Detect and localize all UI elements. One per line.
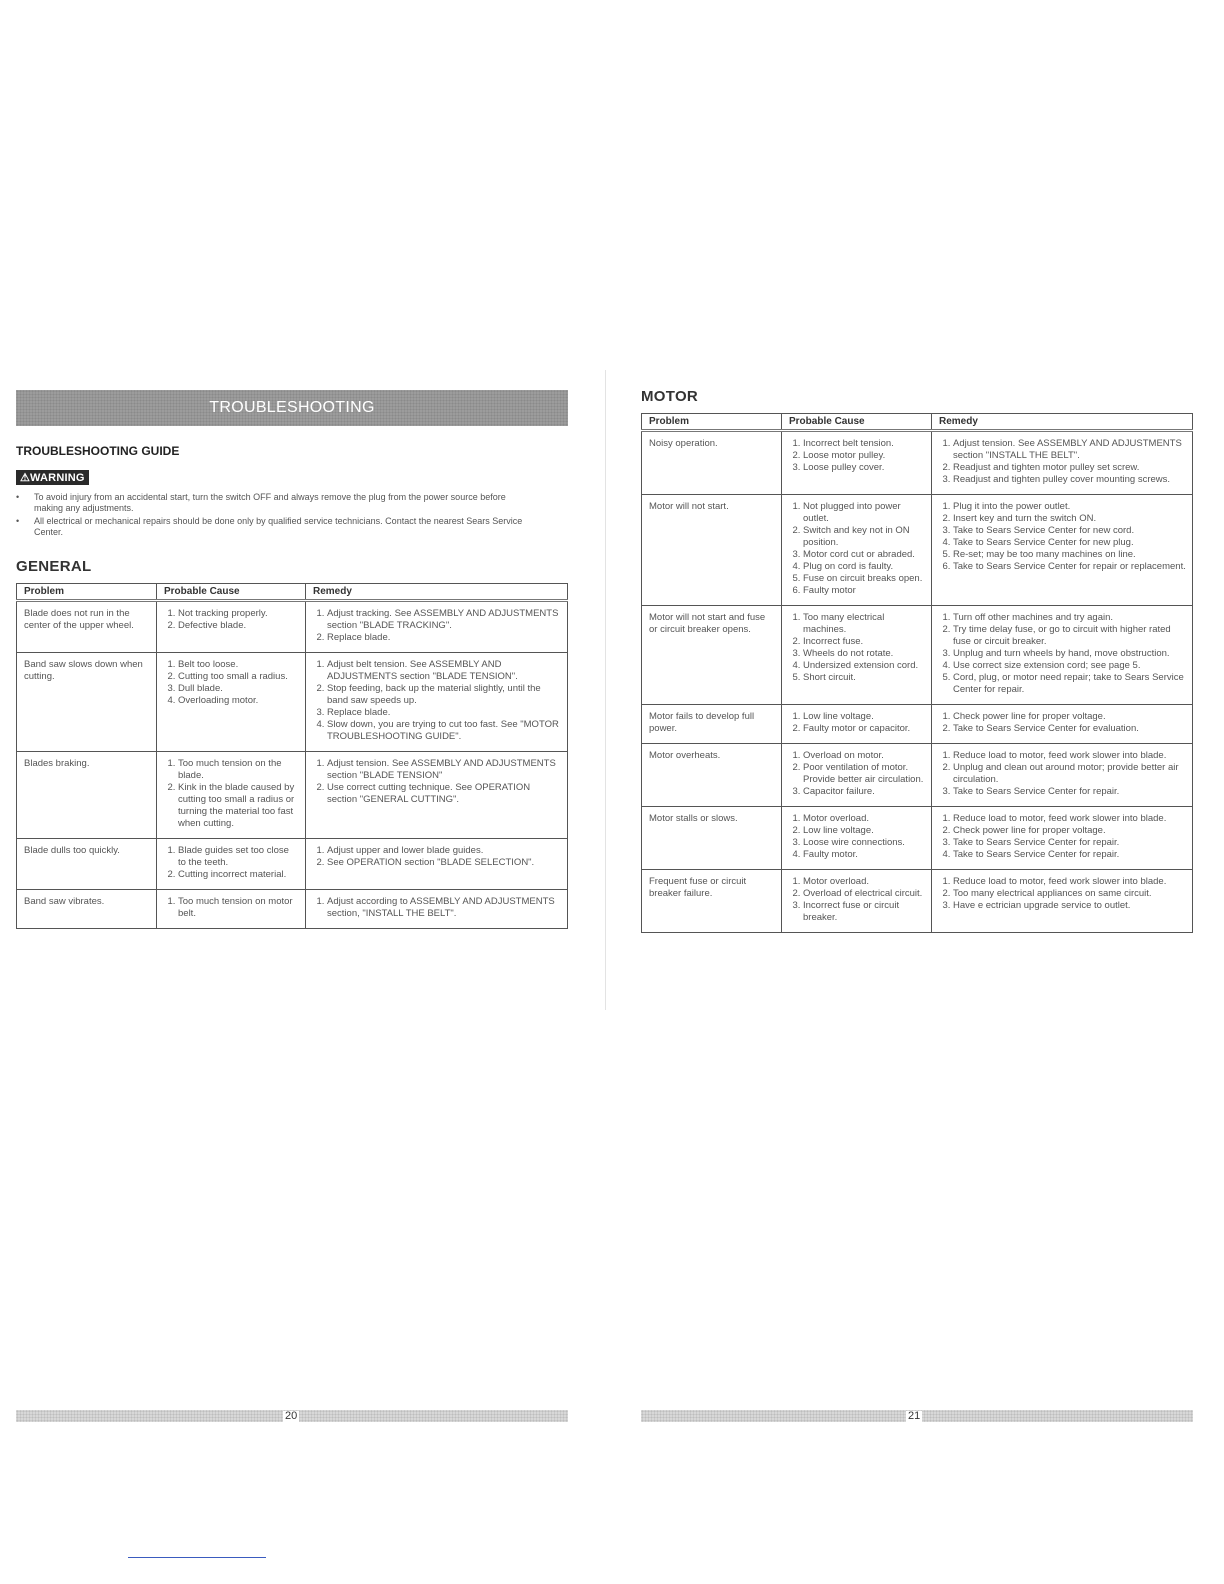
warning-badge: ⚠WARNING: [16, 470, 89, 485]
remedy-cell: [932, 744, 1193, 807]
table-row: [642, 431, 1193, 495]
problem-cell: Blades braking.: [17, 752, 157, 839]
remedy-item: 1. Adjust tension. See ASSEMBLY AND ADJUSTMENTS section "INSTALL THE BELT".: [953, 438, 1186, 462]
cause-item: 2. Kink in the blade caused by cutting too small a radius or turning the material too fast when cutting.: [178, 782, 299, 830]
problem-cell: Motor overheats.: [642, 744, 782, 807]
remedy-list: [939, 813, 1186, 861]
cause-cell: [782, 606, 932, 705]
remedy-cell: [306, 653, 568, 752]
cause-item: 3. Capacitor failure.: [803, 786, 925, 798]
remedy-item: 2. Unplug and clean out around motor; provide better air circulation.: [953, 762, 1186, 786]
remedy-item: 2. Try time delay fuse, or go to circuit with higher rated fuse or circuit breaker.: [953, 624, 1186, 648]
remedy-item: 6. Take to Sears Service Center for repair or replacement.: [953, 561, 1186, 573]
cause-cell: [157, 839, 306, 890]
header-remedy: Remedy: [306, 584, 568, 601]
remedy-item: 1. Adjust belt tension. See ASSEMBLY AND ADJUSTMENTS section "BLADE TENSION".: [327, 659, 561, 683]
header-cause: Probable Cause: [157, 584, 306, 601]
problem-cell: Motor stalls or slows.: [642, 807, 782, 870]
remedy-item: 3. Take to Sears Service Center for repair.: [953, 786, 1186, 798]
cause-item: 4. Undersized extension cord.: [803, 660, 925, 672]
remedy-item: 3. Replace blade.: [327, 707, 561, 719]
cause-item: 2. Cutting incorrect material.: [178, 869, 299, 881]
remedy-item: 1. Plug it into the power outlet.: [953, 501, 1186, 513]
remedy-item: 1. Reduce load to motor, feed work slower into blade.: [953, 750, 1186, 762]
warning-list: [16, 492, 568, 538]
remedy-list: [939, 876, 1186, 912]
cause-item: 2. Defective blade.: [178, 620, 299, 632]
remedy-item: 2. Too many electrical appliances on same circuit.: [953, 888, 1186, 900]
cause-item: 3. Loose wire connections.: [803, 837, 925, 849]
cause-item: 1. Motor overload.: [803, 813, 925, 825]
remedy-item: 3. Unplug and turn wheels by hand, move obstruction.: [953, 648, 1186, 660]
cause-list: [164, 659, 299, 707]
table-row: [642, 606, 1193, 705]
cause-list: [789, 612, 925, 684]
remedy-item: 3. Have e ectrician upgrade service to outlet.: [953, 900, 1186, 912]
problem-cell: Band saw slows down when cutting.: [17, 653, 157, 752]
remedy-cell: [306, 890, 568, 929]
remedy-cell: [932, 431, 1193, 495]
cause-item: 3. Incorrect fuse or circuit breaker.: [803, 900, 925, 924]
cause-cell: [782, 495, 932, 606]
left-page-number: 20: [285, 1410, 298, 1422]
remedy-item: 1. Reduce load to motor, feed work slower into blade.: [953, 876, 1186, 888]
motor-section-title: MOTOR: [641, 388, 699, 405]
remedy-item: 4. Slow down, you are trying to cut too fast. See "MOTOR TROUBLESHOOTING GUIDE".: [327, 719, 561, 743]
remedy-item: 5. Cord, plug, or motor need repair; take to Sears Service Center for repair.: [953, 672, 1186, 696]
remedy-item: 2. Check power line for proper voltage.: [953, 825, 1186, 837]
troubleshooting-banner: [16, 390, 568, 426]
cause-cell: [157, 890, 306, 929]
banner-title: TROUBLESHOOTING: [209, 399, 375, 416]
table-row: [642, 495, 1193, 606]
remedy-item: 1. Check power line for proper voltage.: [953, 711, 1186, 723]
problem-cell: Motor fails to develop full power.: [642, 705, 782, 744]
cause-item: 1. Belt too loose.: [178, 659, 299, 671]
cause-item: 1. Motor overload.: [803, 876, 925, 888]
remedy-item: 1. Reduce load to motor, feed work slower into blade.: [953, 813, 1186, 825]
problem-cell: Motor will not start and fuse or circuit breaker opens.: [642, 606, 782, 705]
remedy-cell: [932, 807, 1193, 870]
problem-cell: Blade dulls too quickly.: [17, 839, 157, 890]
table-row: [17, 839, 568, 890]
general-section-title: GENERAL: [16, 558, 92, 575]
cause-item: 2. Incorrect fuse.: [803, 636, 925, 648]
table-header-row: [17, 584, 568, 601]
table-row: [642, 807, 1193, 870]
remedy-cell: [932, 870, 1193, 933]
cause-item: 3. Dull blade.: [178, 683, 299, 695]
remedy-list: [313, 608, 561, 644]
cause-list: [789, 876, 925, 924]
remedy-item: 2. Readjust and tighten motor pulley set screw.: [953, 462, 1186, 474]
cause-item: 4. Plug on cord is faulty.: [803, 561, 925, 573]
remedy-item: 1. Turn off other machines and try again.: [953, 612, 1186, 624]
cause-item: 5. Fuse on circuit breaks open.: [803, 573, 925, 585]
problem-cell: Frequent fuse or circuit breaker failure.: [642, 870, 782, 933]
cause-cell: [782, 744, 932, 807]
cause-cell: [782, 807, 932, 870]
table-row: [642, 870, 1193, 933]
general-troubleshooting-table: [16, 583, 568, 929]
remedy-item: 1. Adjust according to ASSEMBLY AND ADJUSTMENTS section, "INSTALL THE BELT".: [327, 896, 561, 920]
warning-item: • To avoid injury from an accidental start, turn the switch OFF and always remove the plug from the power source before making any adjustments.: [16, 492, 534, 514]
cause-item: 3. Loose pulley cover.: [803, 462, 925, 474]
cause-cell: [782, 705, 932, 744]
remedy-item: 3. Take to Sears Service Center for new cord.: [953, 525, 1186, 537]
remedy-item: 2. Insert key and turn the switch ON.: [953, 513, 1186, 525]
cause-item: 4. Overloading motor.: [178, 695, 299, 707]
bottom-rule: [128, 1557, 266, 1558]
cause-item: 1. Low line voltage.: [803, 711, 925, 723]
remedy-item: 2. Stop feeding, back up the material slightly, until the band saw speeds up.: [327, 683, 561, 707]
remedy-cell: [306, 601, 568, 653]
remedy-cell: [932, 495, 1193, 606]
remedy-item: 2. Replace blade.: [327, 632, 561, 644]
right-page: [641, 380, 1193, 933]
remedy-list: [939, 711, 1186, 735]
cause-list: [789, 813, 925, 861]
table-row: [17, 890, 568, 929]
cause-item: 1. Too many electrical machines.: [803, 612, 925, 636]
cause-item: 3. Wheels do not rotate.: [803, 648, 925, 660]
header-problem: Problem: [17, 584, 157, 601]
cause-item: 1. Too much tension on the blade.: [178, 758, 299, 782]
warning-item: • All electrical or mechanical repairs should be done only by qualified service technicians. Contact the nearest Sears Service Center.: [16, 516, 534, 538]
remedy-item: 4. Use correct size extension cord; see page 5.: [953, 660, 1186, 672]
remedy-item: 2. See OPERATION section "BLADE SELECTION".: [327, 857, 561, 869]
cause-cell: [157, 752, 306, 839]
guide-title: TROUBLESHOOTING GUIDE: [16, 444, 180, 458]
cause-item: 2. Poor ventilation of motor. Provide better air circulation.: [803, 762, 925, 786]
cause-item: 1. Not plugged into power outlet.: [803, 501, 925, 525]
cause-item: 6. Faulty motor: [803, 585, 925, 597]
cause-list: [164, 845, 299, 881]
cause-item: 1. Overload on motor.: [803, 750, 925, 762]
cause-item: 2. Loose motor pulley.: [803, 450, 925, 462]
remedy-item: 3. Take to Sears Service Center for repair.: [953, 837, 1186, 849]
problem-cell: Blade does not run in the center of the upper wheel.: [17, 601, 157, 653]
motor-troubleshooting-table: [641, 413, 1193, 933]
remedy-list: [313, 758, 561, 806]
remedy-cell: [932, 606, 1193, 705]
remedy-item: 1. Adjust upper and lower blade guides.: [327, 845, 561, 857]
problem-cell: Band saw vibrates.: [17, 890, 157, 929]
page-gutter: [605, 370, 606, 1010]
cause-list: [164, 758, 299, 830]
cause-list: [789, 501, 925, 597]
cause-cell: [157, 653, 306, 752]
table-row: [642, 705, 1193, 744]
cause-list: [789, 438, 925, 474]
remedy-item: 1. Adjust tracking. See ASSEMBLY AND ADJUSTMENTS section "BLADE TRACKING".: [327, 608, 561, 632]
remedy-list: [313, 845, 561, 869]
header-problem: Problem: [642, 414, 782, 431]
table-header-row: [642, 414, 1193, 431]
general-table-body: [17, 601, 568, 929]
cause-list: [164, 896, 299, 920]
cause-item: 5. Short circuit.: [803, 672, 925, 684]
remedy-list: [313, 659, 561, 743]
remedy-list: [939, 501, 1186, 573]
cause-list: [789, 711, 925, 735]
remedy-list: [313, 896, 561, 920]
remedy-item: 1. Adjust tension. See ASSEMBLY AND ADJUSTMENTS section "BLADE TENSION": [327, 758, 561, 782]
left-page: [16, 390, 568, 929]
cause-item: 2. Overload of electrical circuit.: [803, 888, 925, 900]
remedy-item: 4. Take to Sears Service Center for new plug.: [953, 537, 1186, 549]
header-remedy: Remedy: [932, 414, 1193, 431]
remedy-cell: [932, 705, 1193, 744]
motor-table-body: [642, 431, 1193, 933]
table-row: [17, 601, 568, 653]
cause-cell: [782, 431, 932, 495]
remedy-list: [939, 750, 1186, 798]
cause-item: 3. Motor cord cut or abraded.: [803, 549, 925, 561]
remedy-item: 2. Use correct cutting technique. See OPERATION section "GENERAL CUTTING".: [327, 782, 561, 806]
table-row: [17, 752, 568, 839]
problem-cell: Motor will not start.: [642, 495, 782, 606]
cause-item: 1. Too much tension on motor belt.: [178, 896, 299, 920]
header-cause: Probable Cause: [782, 414, 932, 431]
remedy-cell: [306, 752, 568, 839]
cause-item: 2. Cutting too small a radius.: [178, 671, 299, 683]
cause-list: [164, 608, 299, 632]
table-row: [642, 744, 1193, 807]
remedy-cell: [306, 839, 568, 890]
cause-item: 2. Faulty motor or capacitor.: [803, 723, 925, 735]
cause-cell: [782, 870, 932, 933]
remedy-list: [939, 612, 1186, 696]
cause-item: 1. Incorrect belt tension.: [803, 438, 925, 450]
cause-item: 1. Not tracking properly.: [178, 608, 299, 620]
cause-item: 2. Low line voltage.: [803, 825, 925, 837]
right-page-number: 21: [908, 1410, 921, 1422]
cause-item: 2. Switch and key not in ON position.: [803, 525, 925, 549]
remedy-item: 3. Readjust and tighten pulley cover mounting screws.: [953, 474, 1186, 486]
cause-cell: [157, 601, 306, 653]
problem-cell: Noisy operation.: [642, 431, 782, 495]
remedy-item: 2. Take to Sears Service Center for evaluation.: [953, 723, 1186, 735]
table-row: [17, 653, 568, 752]
remedy-item: 4. Take to Sears Service Center for repair.: [953, 849, 1186, 861]
cause-item: 4. Faulty motor.: [803, 849, 925, 861]
remedy-item: 5. Re-set; may be too many machines on line.: [953, 549, 1186, 561]
cause-list: [789, 750, 925, 798]
remedy-list: [939, 438, 1186, 486]
cause-item: 1. Blade guides set too close to the teeth.: [178, 845, 299, 869]
